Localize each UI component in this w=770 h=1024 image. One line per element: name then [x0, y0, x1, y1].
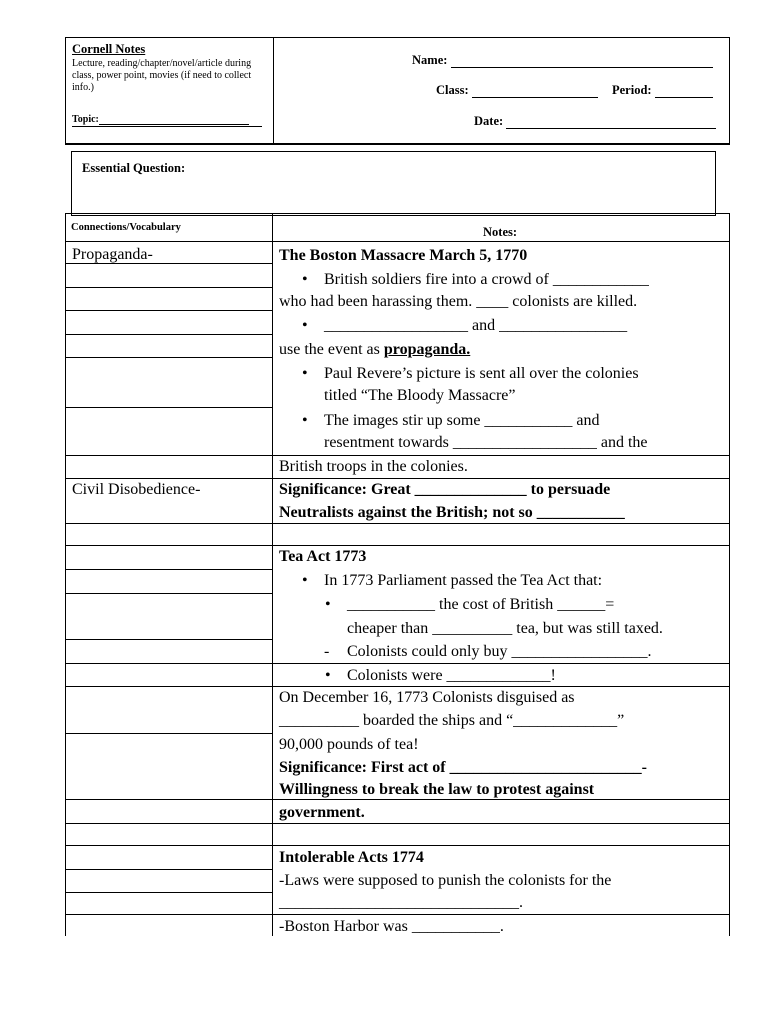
row-rule — [65, 892, 272, 893]
essential-question-box[interactable] — [71, 151, 716, 216]
significance-tea-act-cont: Willingness to break the law to protest against — [279, 781, 595, 798]
note-line: • Paul Revere’s picture is sent all over the colonies — [324, 362, 639, 385]
row-rule — [65, 545, 730, 546]
heading-boston-massacre: The Boston Massacre March 5, 1770 — [279, 247, 528, 264]
note-line: • __________________ and ________________ — [324, 314, 627, 337]
row-rule — [65, 334, 272, 335]
class-field[interactable] — [436, 83, 598, 98]
name-label: Name: — [412, 53, 448, 67]
date-label: Date: — [474, 114, 504, 128]
note-line: 90,000 pounds of tea! — [279, 736, 419, 753]
dash-marker: - — [324, 643, 330, 660]
topic-field[interactable] — [72, 112, 249, 125]
propaganda-term: propaganda. — [383, 341, 471, 358]
header-box — [65, 37, 730, 145]
note-text: use the event as — [279, 341, 384, 358]
note-line — [324, 640, 652, 663]
significance-tea-act-cont: government. — [279, 804, 365, 821]
row-rule — [65, 407, 272, 408]
note-line: __________ boarded the ships and “_____________” — [279, 712, 625, 729]
note-line: who had been harassing them. ____ colonists are killed. — [279, 293, 638, 310]
row-rule — [65, 310, 272, 311]
note-text: Colonists could only buy _________________. — [347, 643, 652, 660]
row-rule — [65, 569, 272, 570]
note-line: British troops in the colonies. — [279, 458, 468, 475]
class-label: Class: — [436, 83, 469, 97]
note-line: cheaper than __________ tea, but was still taxed. — [347, 620, 663, 637]
note-line — [279, 338, 470, 361]
row-rule — [65, 241, 730, 242]
note-line: titled “The Bloody Massacre” — [324, 387, 516, 404]
period-field[interactable] — [612, 83, 713, 98]
significance-propaganda: Significance: Great ______________ to persuade — [279, 481, 611, 498]
term-civil-disobedience: Civil Disobedience- — [72, 481, 201, 498]
significance-propaganda-cont: Neutralists against the British; not so ___________ — [279, 504, 625, 521]
row-rule — [65, 639, 272, 640]
note-line: ______________________________. — [279, 894, 523, 911]
row-rule — [65, 869, 272, 870]
name-field[interactable] — [412, 53, 713, 68]
row-rule — [65, 357, 272, 358]
topic-second-line[interactable] — [72, 126, 262, 127]
cornell-notes-page — [65, 37, 730, 936]
column-header-notes: Notes: — [483, 225, 518, 239]
note-line: • The images stir up some ___________ and — [324, 409, 600, 432]
note-line: • In 1773 Parliament passed the Tea Act that: — [324, 569, 602, 592]
column-header-connections: Connections/Vocabulary — [71, 222, 181, 233]
note-line: • ___________ the cost of British ______= — [347, 593, 614, 616]
cornell-notes-subtitle: Lecture, reading/chapter/novel/article during class, power point, movies (if need to collect info.) — [72, 58, 252, 93]
significance-tea-act: Significance: First act of ________________________- — [279, 759, 647, 776]
essential-question-label: Essential Question: — [82, 161, 186, 175]
header-bottom-rule — [65, 143, 730, 144]
term-propaganda: Propaganda- — [72, 246, 153, 263]
heading-tea-act: Tea Act 1773 — [279, 548, 367, 565]
cornell-notes-title: Cornell Notes — [72, 42, 146, 56]
note-line: On December 16, 1773 Colonists disguised as — [279, 689, 575, 706]
topic-label: Topic: — [72, 114, 99, 125]
note-line: -Boston Harbor was ___________. — [279, 918, 504, 935]
note-line: • British soldiers fire into a crowd of ____________ — [324, 268, 649, 291]
row-rule — [65, 733, 272, 734]
note-line: • Colonists were _____________! — [347, 664, 556, 687]
header-divider — [273, 38, 274, 144]
date-field[interactable] — [474, 114, 716, 129]
note-line: -Laws were supposed to punish the colonists for the — [279, 872, 612, 889]
heading-intolerable-acts: Intolerable Acts 1774 — [279, 849, 424, 866]
row-rule — [65, 593, 272, 594]
column-divider — [272, 213, 273, 936]
period-label: Period: — [612, 83, 652, 97]
row-rule — [65, 287, 272, 288]
row-rule — [65, 823, 730, 824]
note-line: resentment towards __________________ and the — [324, 434, 648, 451]
